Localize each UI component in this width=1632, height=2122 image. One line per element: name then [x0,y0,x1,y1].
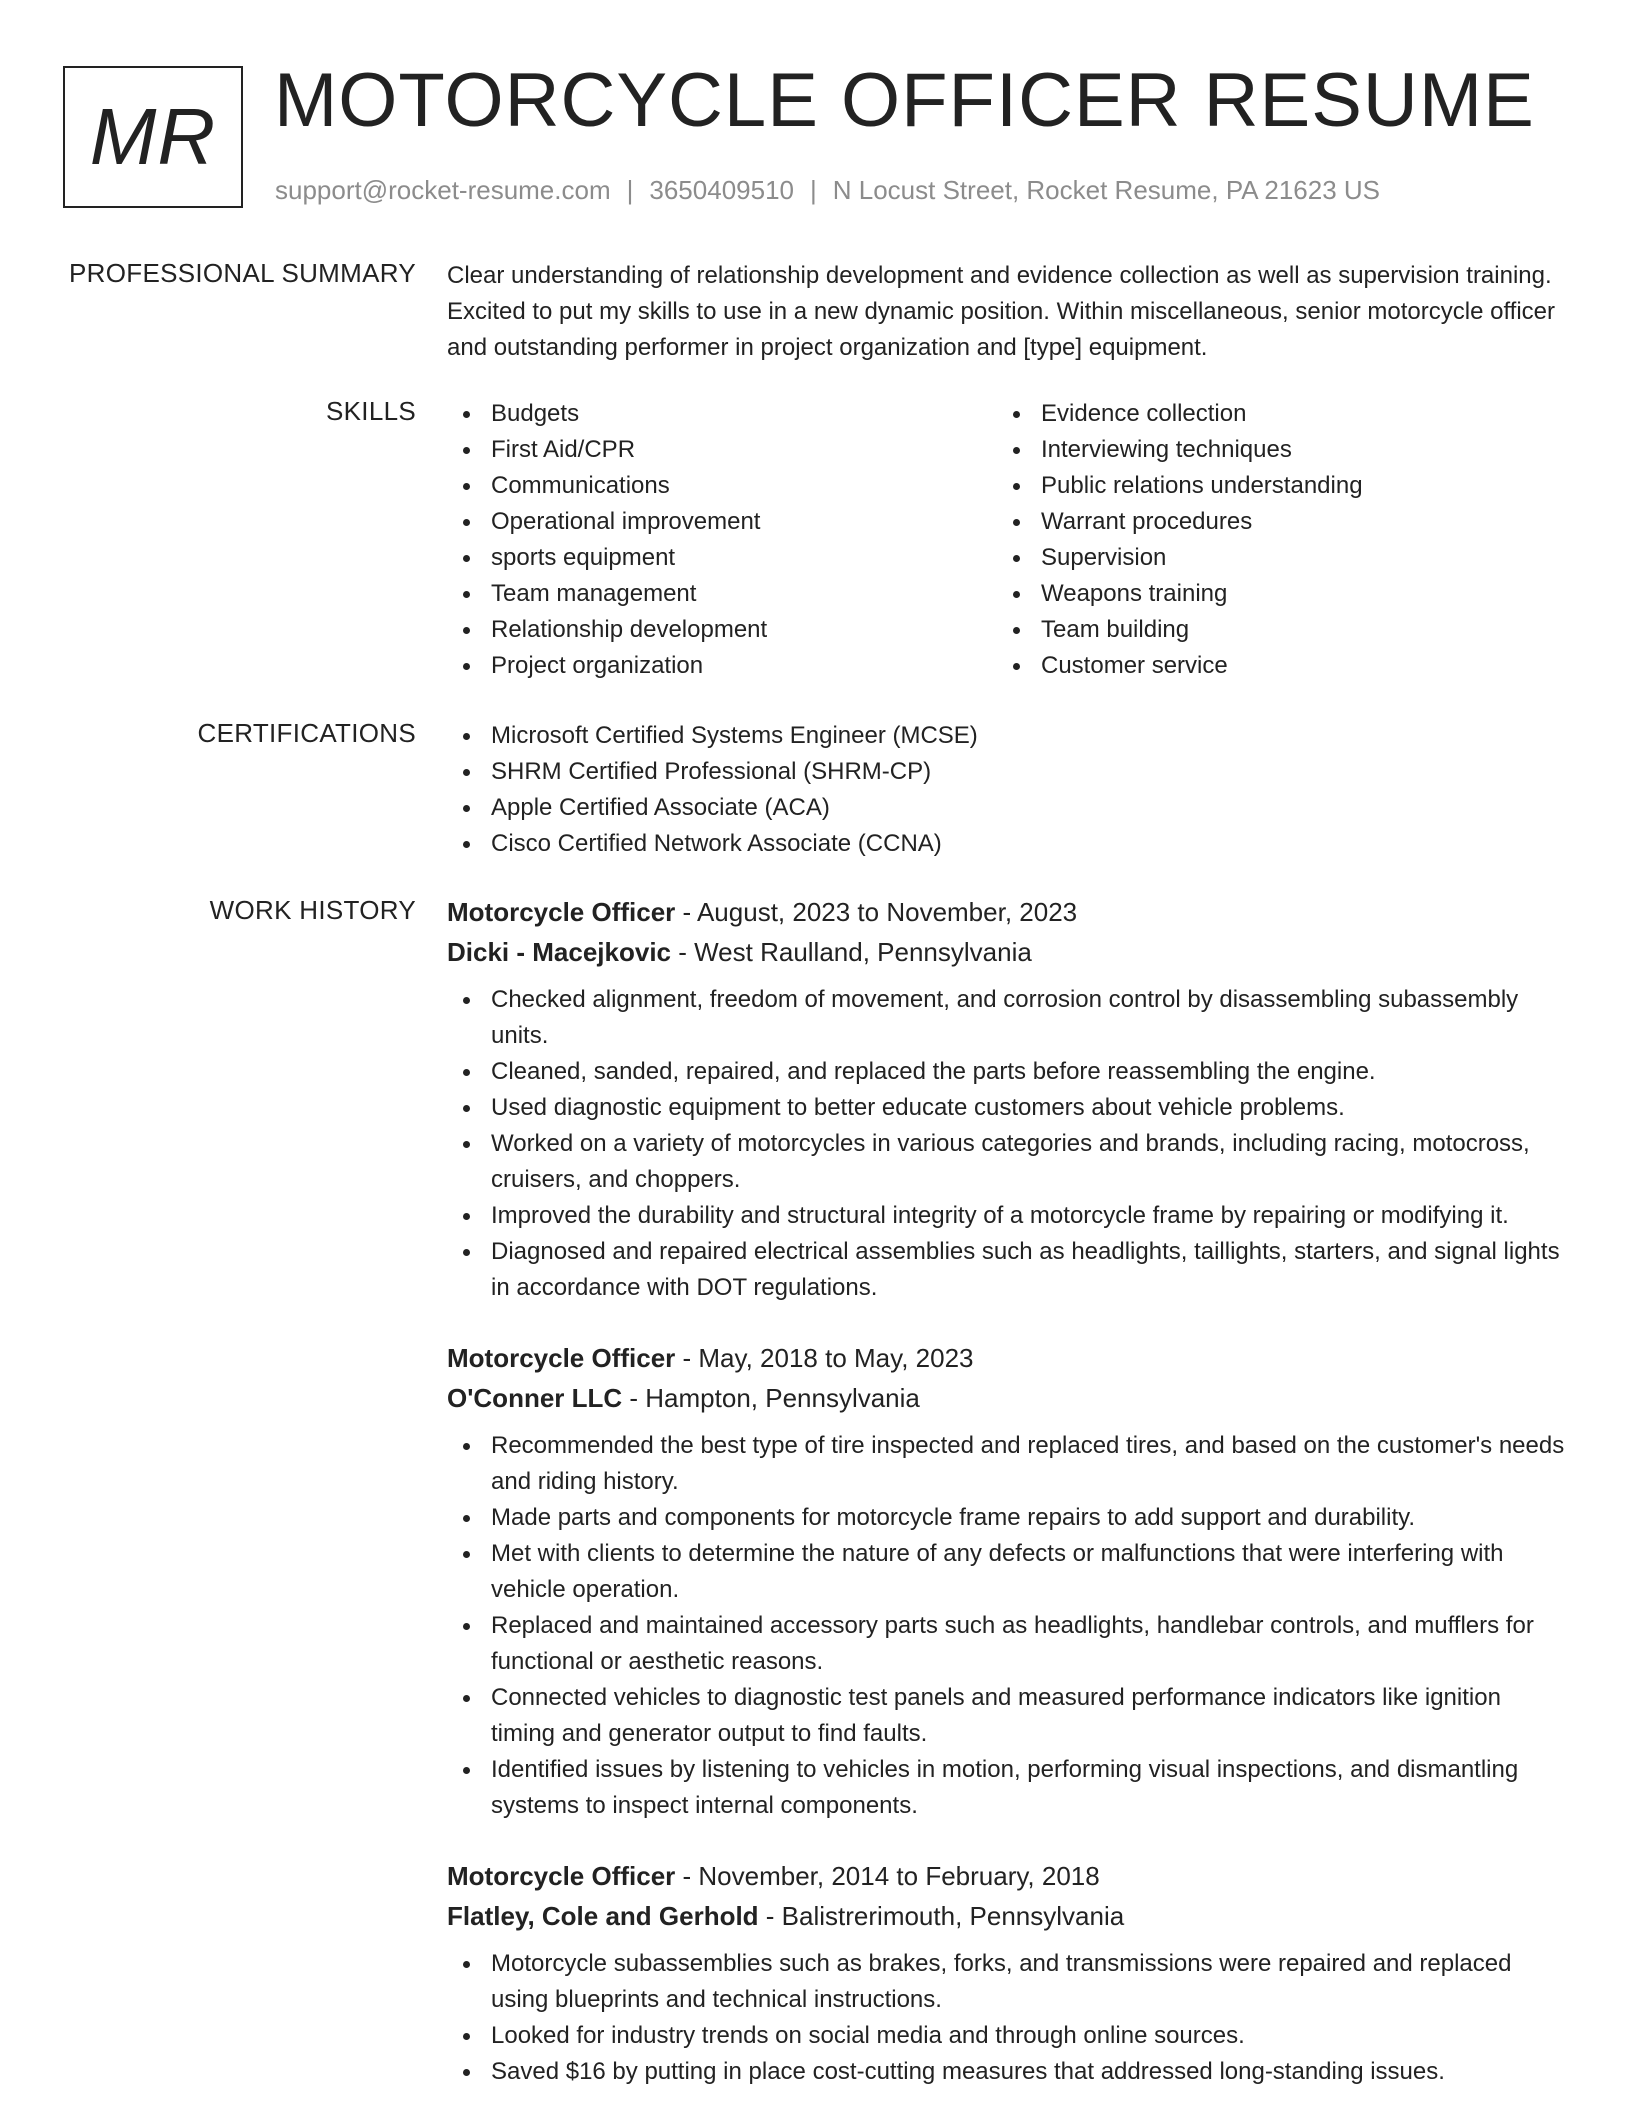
job-bullet: Used diagnostic equipment to better educate customers about vehicle problems. [447,1090,1567,1126]
monogram-initials: MR [89,92,217,181]
job-bullet: Motorcycle subassemblies such as brakes, forks, and transmissions were repaired and replaced using blueprints and technical instructions. [447,1946,1567,2018]
job-dates: - May, 2018 to May, 2023 [675,1343,974,1373]
job-bullet: Made parts and components for motorcycle frame repairs to add support and durability. [447,1500,1567,1536]
job-bullet: Met with clients to determine the nature of any defects or malfunctions that were interfering with vehicle operation. [447,1536,1567,1608]
skill-item: First Aid/CPR [447,432,997,468]
skill-item: Evidence collection [997,396,1547,432]
skill-item: Supervision [997,540,1547,576]
job-location: - Hampton, Pennsylvania [622,1383,920,1413]
resume-title: MOTORCYCLE OFFICER RESUME [274,58,1535,143]
job-bullet: Saved $16 by putting in place cost-cutting measures that addressed long-standing issues. [447,2054,1567,2090]
job-bullet-list [447,982,1567,1306]
skill-item: Team management [447,576,997,612]
job-company-line [447,932,1567,972]
job-title: Motorcycle Officer [447,897,676,927]
job-title: Motorcycle Officer [447,1861,676,1891]
monogram-box [63,66,243,208]
job-bullet: Checked alignment, freedom of movement, and corrosion control by disassembling subassembly units. [447,982,1567,1054]
summary-section [447,258,1567,366]
job-dates: - November, 2014 to February, 2018 [675,1861,1100,1891]
section-label-certifications: CERTIFICATIONS [197,718,416,748]
skill-item: Relationship development [447,612,997,648]
contact-separator: | [810,175,817,205]
skills-list-left [447,396,997,684]
summary-text: Clear understanding of relationship development and evidence collection as well as supervision training. Excited to put my skills to use in a new dynamic position. Within miscellaneous, senior motorcycle officer and outstanding performer in project organization and [type] equipment. [447,262,1556,361]
job-bullet: Improved the durability and structural integrity of a motorcycle frame by repairing or modifying it. [447,1198,1567,1234]
skill-item: Weapons training [997,576,1547,612]
certification-item: SHRM Certified Professional (SHRM-CP) [447,754,1567,790]
skill-item: Public relations understanding [997,468,1547,504]
contact-line [275,175,1380,206]
job-title-line [447,892,1567,932]
work-history-section [447,892,1567,2122]
job-bullet: Diagnosed and repaired electrical assemblies such as headlights, taillights, starters, and signal lights in accordance with DOT regulations. [447,1234,1567,1306]
certification-item: Microsoft Certified Systems Engineer (MCSE) [447,718,1567,754]
contact-address: N Locust Street, Rocket Resume, PA 21623 US [832,175,1380,205]
skill-item: Warrant procedures [997,504,1547,540]
job-bullet: Recommended the best type of tire inspected and replaced tires, and based on the customer's needs and riding history. [447,1428,1567,1500]
skill-item: Project organization [447,648,997,684]
skill-item: Budgets [447,396,997,432]
skill-item: Operational improvement [447,504,997,540]
job-entry [447,1338,1567,1824]
certifications-list [447,718,1567,862]
job-location: - West Raulland, Pennsylvania [671,937,1032,967]
skill-item: sports equipment [447,540,997,576]
job-company: Flatley, Cole and Gerhold [447,1901,759,1931]
skill-item: Communications [447,468,997,504]
certifications-section [447,718,1567,862]
contact-phone[interactable]: 3650409510 [649,175,794,205]
job-company-line [447,1896,1567,1936]
contact-email[interactable]: support@rocket-resume.com [275,175,611,205]
job-title: Motorcycle Officer [447,1343,676,1373]
job-bullet: Connected vehicles to diagnostic test panels and measured performance indicators like ignition timing and generator output to find faults. [447,1680,1567,1752]
skill-item: Interviewing techniques [997,432,1547,468]
skill-item: Team building [997,612,1547,648]
skill-item: Customer service [997,648,1547,684]
certification-item: Apple Certified Associate (ACA) [447,790,1567,826]
contact-separator: | [626,175,634,205]
job-company: Dicki - Macejkovic [447,937,671,967]
job-title-line [447,1338,1567,1378]
job-company-line [447,1378,1567,1418]
job-bullet: Identified issues by listening to vehicles in motion, performing visual inspections, and dismantling systems to inspect internal components. [447,1752,1567,1824]
section-label-summary: PROFESSIONAL SUMMARY [69,258,416,288]
job-bullet-list [447,1428,1567,1824]
certification-item: Cisco Certified Network Associate (CCNA) [447,826,1567,862]
job-bullet: Looked for industry trends on social media and through online sources. [447,2018,1567,2054]
job-bullet: Cleaned, sanded, repaired, and replaced the parts before reassembling the engine. [447,1054,1567,1090]
skills-list-right [997,396,1547,684]
job-bullet-list [447,1946,1567,2090]
job-dates: - August, 2023 to November, 2023 [675,897,1078,927]
job-bullet: Replaced and maintained accessory parts such as headlights, handlebar controls, and mufflers for functional or aesthetic reasons. [447,1608,1567,1680]
job-company: O'Conner LLC [447,1383,623,1413]
job-title-line [447,1856,1567,1896]
section-label-skills: SKILLS [326,396,416,426]
section-label-work-history: WORK HISTORY [209,895,416,925]
job-entry [447,892,1567,1306]
job-location: - Balistrerimouth, Pennsylvania [758,1901,1125,1931]
job-bullet: Worked on a variety of motorcycles in various categories and brands, including racing, motocross, cruisers, and choppers. [447,1126,1567,1198]
skills-section [447,396,1567,684]
job-entry [447,1856,1567,2090]
